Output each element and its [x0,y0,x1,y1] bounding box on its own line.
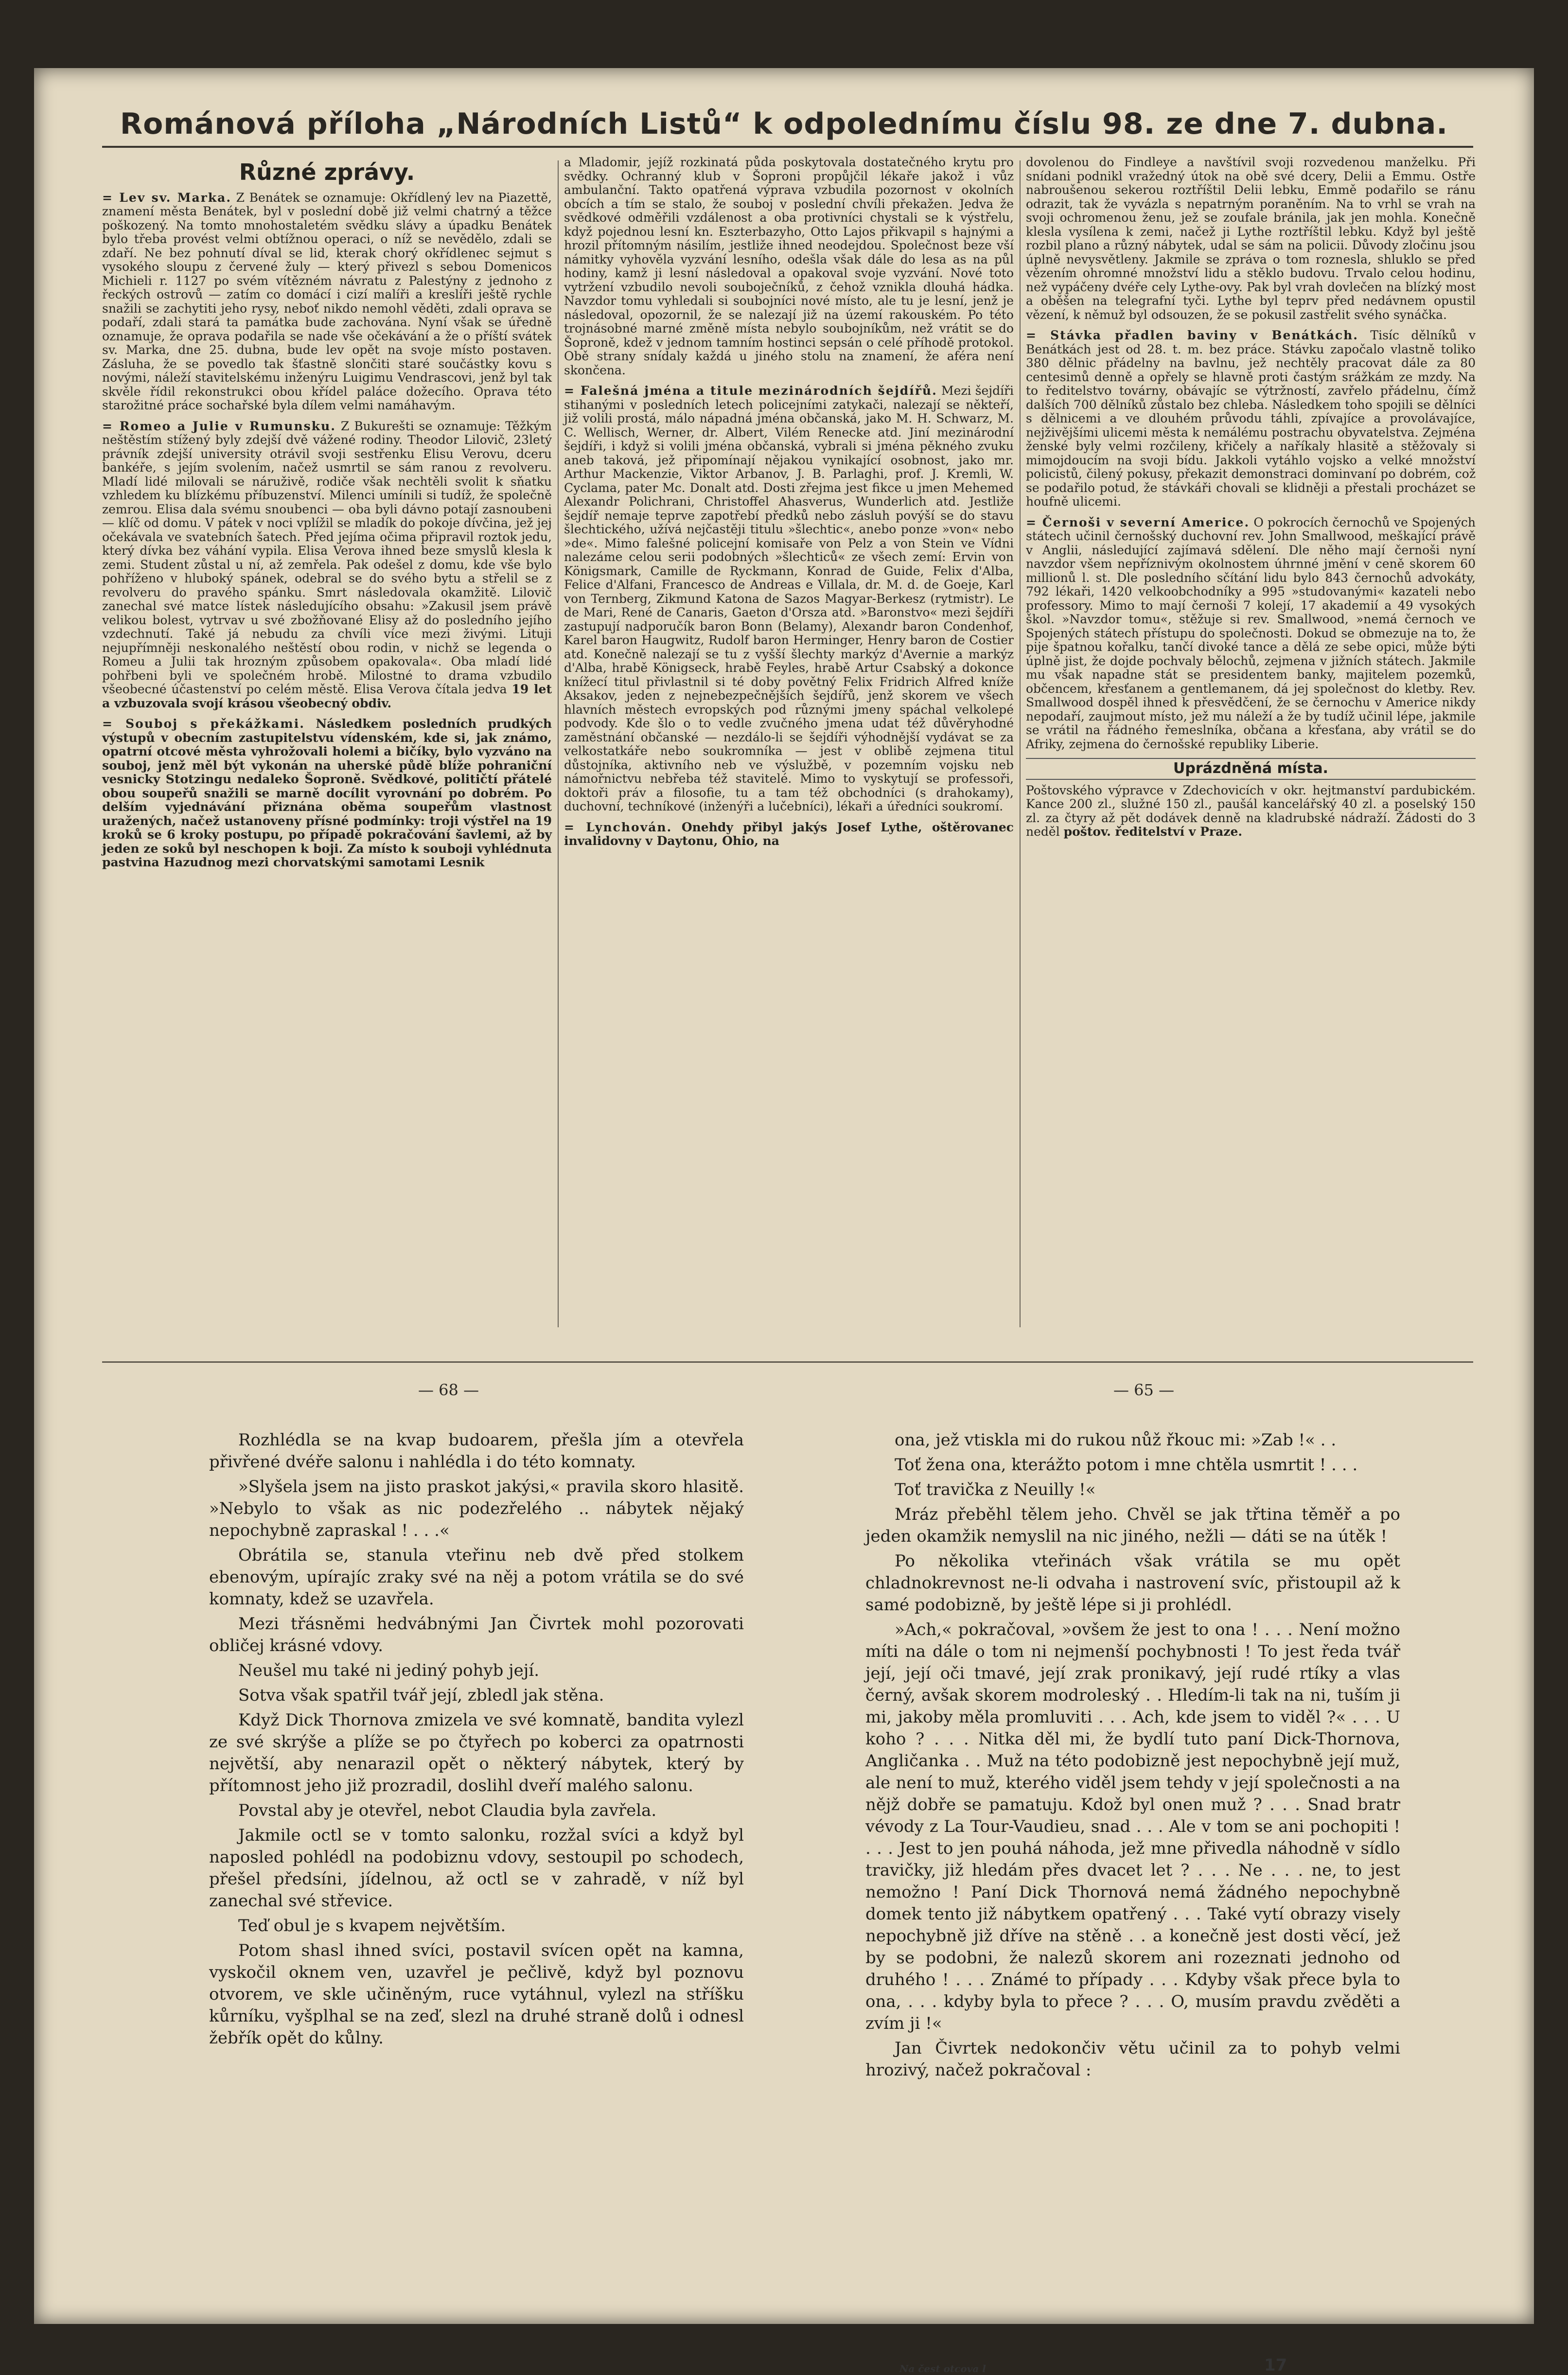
novel-paragraph: Sotva však spatřil tvář její, zbledl jak stěna. [238,1686,604,1705]
footer-note: Na čest otcova l [899,2363,986,2375]
novel-paragraph: Povstal aby je otevřel, nebot Claudia byla zavřela. [238,1801,657,1820]
novel-paragraph: Jakmile octl se v tomto salonku, rozžal svíci a když byl naposled pohlédl na podobiznu vdovy, sestoupil po schodech, přešel předsíni, jídelnou, až octl se v zahradě, v níž byl zanechal své střevice. [209,1826,744,1911]
news-item-lev [102,191,552,413]
news-text: a Mladomir, jejíž rozkinatá půda poskytovala dostatečného krytu pro svědky. Ochranný klub v Šoproni propůjčil lékaře jakož i vůz ambulanční. Takto opatřená výprava vzbudila pozornost v okolních obcích a tím se stalo, že souboj v poslední chvíli překažen. Jedva že svědkové odměřili vzdálenost a oba protivníci chystali se k výstřelu, když pojednou lesní kn. Eszterbazyho, Otto Lajos přikvapil s hajnými a hrozil přítomným násilím, jestliže ihned neodejdou. Společnost beze vší námitky vyhověla vyzvání lesního, odešla však dále do lesa as na půl hodiny, kamž ji lesní následoval a opakoval svoje vyzvání. Nové toto vytržení vzbudilo nevoli souboječníků, z čehož vznikla dlouhá hádka. Navzdor tomu vyhledali si soubojníci nové místo, ale tu je lesní, jenž je následoval, opozornil, že se nalezají již na území rakouském. Po této trojnásobné marné změně místa nebylo soubojníkům, než vrátit se do Šoproně, kdež v jednom tamním hostinci sepsán o celé příhodě protokol. Obě strany snídaly každá u jiného stolu na znamení, že aféra není skončena. [564,155,1014,377]
novel-paragraph: Teď obul je s kvapem největším. [238,1916,506,1935]
news-text: Mimo to vyskytují se professoři, doktoři práv a filosofie, tu a tam též obchodníci (s drahokamy), duchovní, techníkové (inženýři a lučebníci), lékaři a úředníci soukromí. [564,772,1014,813]
column-divider [558,160,559,1327]
column-divider [1020,160,1021,1327]
news-item-jmena [564,384,1014,814]
section-divider [102,1361,1473,1363]
news-text: Poštovského výpravce v Zdechovicích v okr. hejtmanství pardubickém. Kance 200 zl., služné 150 zl., paušál kancelářský 40 zl. a poselský 150 zl. za čtyry až pět dodávek denně na kladrubské nádraží. Žádosti do 3 neděl [1026,783,1476,839]
news-item-romeo [102,420,552,711]
signature-number: 17 [1264,2356,1287,2375]
novel-paragraph: Obrátila se, stanula vteřinu neb dvě před stolkem ebenovým, upírajíc zraky své na něj a potom vrátila se do své komnaty, kdež se uzavřela. [209,1546,744,1609]
news-title: = Souboj s překážkami. [102,717,305,731]
novel-paragraph: Po několika vteřinách však vrátila se mu opět chladnokrevnost ne-li odvaha i nastrovení svíc, přistoupil až k samé podobizně, by ještě lépe si ji prohlédl. [865,1551,1400,1615]
novel-paragraph: Toť travička z Neuilly !« [895,1480,1096,1499]
news-title: = Černoši v severní Americe. [1026,515,1250,529]
vacancies-item [1026,784,1476,839]
news-title: = Romeo a Julie v Rumunsku. [102,419,336,433]
novel-paragraph: Neušel mu také ni jediný pohyb její. [238,1661,540,1680]
novel-paragraph: Potom shasl ihned svíci, postavil svícen opět na kamna, vyskočil oknem ven, uzavřel je pečlivě, když byl poznovu otvorem, ve skle učiněným, ruce vytáhnul, vylezl na stříšku kůrníku, vyšplhal se na zeď, slezl na druhé straně dolů i odnesl žebřík opět do kůlny. [209,1941,744,2048]
section-title: Různé zprávy. [239,159,415,185]
novel-text-left [209,1429,744,2052]
novel-paragraph: ona, jež vtiskla mi do rukou nůž řkouc mi: »Zab !« . . [895,1430,1337,1450]
news-item-souboj-cont [564,156,1014,377]
news-title: = Falešná jména a titule mezinárodních šejdířů. [564,384,937,398]
novel-paragraph: Toť žena ona, kterážto potom i mne chtěla usmrtit ! . . . [895,1455,1358,1475]
news-item-stavka [1026,329,1476,509]
news-text: Z Bukurešti se oznamuje: Těžkým neštěstím stížený byly zdejší dvě vážené rodiny. Theodor Lilovič, 23letý právník zdejší university otrávil svoji sestřenku Elisu Verovu, dceru bankéře, s jejím svolením, načež usmrtil se sám ranou z revolveru. Mladí lidé milovali se náruživě, rodiče však nechtěli svolit k sňatku vzhledem ku blízkému příbuzenství. Milenci umínili si tudíž, že společně zemrou. Elisa dala svému snoubenci — oba byli dávno potají zasnoubeni — klíč od domu. V pátek v noci vplížil se mladík do pokoje dívčina, jež jej očekávala ve svatebních šatech. Před jejíma očima připravil roztok jedu, který dívka bez váhání vypila. Elisa Verova ihned beze smyslů klesla k zemi. Student zůstal u ní, až zemřela. Pak odešel z domu, kde vše bylo pohříženo v hluboký spánek, odebral se do svého bytu a střelil se z revolveru do pravého spánku. Smrt následovala okamžitě. Lilovič zanechal své matce lístek následujícího obsahu: »Zakusil jsem právě velikou bolest, vytrvav u své zbožňované Elisy až do posledního jejího vzdechnutí. Také já nebudu za chvíli více mezi živými. Lituji nejupřímněji neskonalého neštěstí obou rodin, v nichž se legenda o Romeu a Julii tak hrozným způsobem opakovala«. Oba mladí lidé pohřbeni byli ve společném hrobě. Milostné to drama vzbudilo všeobecné účastenství po celém městě. Elisa Verova čítala jedva [102,419,552,696]
news-text: Z Benátek se oznamuje: Okřídlený lev na Piazettě, znamení města Benátek, byl v poslední době již velmi chatrný a těžce poškozený. Na tomto mnohostaletém svědku slávy a úpadku Benátek bylo třeba provést velmi obtížnou operaci, o níž se nevědělo, zdali se zdaří. Ne bez pohnutí díval se lid, kterak chorý okřídlenec sejmut s vysokého sloupu z červené žuly — který přivezl s sebou Domenicos Michieli r. 1127 po svém vítězném návratu z Palestýny z jednoho z řeckých ostrovů — zatím co domácí i cizí malíři a kreslíři ještě rychle snažili se zachytiti jeho rysy, neboť nikdo nemohl věděti, zdali oprava se podaří, zdali stará ta památka bude zachována. Nyní však se úředně oznamuje, že oprava podařila se nade vše očekávání a že o příští svátek sv. Marka, dne 25. dubna, bude lev opět na svoje místo postaven. Zásluha, že se povedlo tak šťastně slončiti staré součástky kovu s novými, náleží stavitelskému inženýru Luigimu Vendrascovi, jenž byl tak skvěle řídil rekonstrukci obou křídel paláce dožecího. Oprava této starožitné práce sochařské byla dílem velmi namáhavým. [102,190,552,412]
news-item-souboj [102,717,552,870]
novel-paragraph: »Ach,« pokračoval, »ovšem že jest to ona ! . . . Není možno míti na dále o tom ni nejmenší pochybnosti ! To jest ředa tvář její, její oči tmavé, její zrak pronikavý, její rudé rtíky a vlas černý, avšak skorem modroleský . . Hledím-li tak na ni, tuším ji mi, jakoby měla promluviti . . . Ach, kde jsem to viděl ?« . . . U koho ? . . . Nitka děl mi, že bydlí tuto paní Dick-Thornova, Angličanka . . Muž na této podobizně jest nepochybně její muž, ale není to muž, kterého viděl jsem tehdy v její společnosti a na nějž dobře se pamatuju. Kdož byl onen muž ? . . . Snad bratr vévody z La Tour-Vaudieu, snad . . . Ale v tom se ani pochopiti ! . . . Jest to jen pouhá náhoda, jež mne přivedla náhodně v sídlo travičky, již hledám přes dvacet let ? . . . Ne . . . ne, to jest nemožno ! Paní Dick Thornová nemá žádného nepochybně domek tento již nábytkem opatřený . . . Také vytí obrazy visely nepochybně již dříve na stěně . . a konečně jest dosti věcí, jež by se podobni, že nalezů skorem ani rozeznati jednoho od druhého ! . . . Známé to případy . . . Kdyby však přece byla to ona, . . . kdyby byla to přece ? . . . O, musím pravdu zvěděti a zvím ji !« [865,1620,1400,2033]
novel-paragraph: Mezi třásněmi hedvábnými Jan Čivrtek mohl pozorovati obličej krásné vdovy. [209,1614,744,1655]
novel-paragraph: Když Dick Thornova zmizela ve své komnatě, bandita vylezl ze své skrýše a plíže se po čtyřech po koberci za opatrnosti největší, aby nenarazil opět o některý nábytek, který by přítomnost jeho již prozradil, doslihl dveří malého salonu. [209,1710,744,1795]
news-text: O pokrocích černochů ve Spojených státech učinil černošský duchovní rev. John Smallwood, meškající právě v Anglii, následující zajímavá sdělení. Dle něho mají černoši nyní navzdor všem nepříznivým okolnostem úhrnné jmění v ceně skorem 60 millionů l. st. Dle posledního sčítání lidu bylo 843 černochů advokáty, 792 lékaři, 1420 velkoobchodníky a 995 »studovanými« kazateli nebo professory. Mimo to mají černoši 7 kolejí, 17 akademií a 49 vysokých škol. »Navzdor tomu«, stěžuje si rev. Smallwood, »nemá černoch ve Spojených státech přístupu do společnosti. Dokud se obmezuje na to, že pije špatnou kořalku, tančí divoké tance a dělá ze sebe opici, může býti úplně jist, že dojde pochvaly bělochů, zejmena v jižních státech. Jakmile mu však napadne stát se presidentem banky, majitelem pozemků, občencem, křesťanem a gentlemanem, dá jej společnost do kletby. Rev. Smallwood dospěl ihned k přesvědčení, že se černochu v Americe nikdy nepodaří, zaujmout místo, jež mu náleží a že by tudíž učinil lépe, jakmile se vrátil na řádného řemeslníka, občana a křesťana, aby vrátil se do Afriky, zejmena do černošské republiky Liberie. [1026,515,1476,751]
news-text-bold: 19 let a vzbuzovala svojí krásou všeobecný obdiv. [102,682,552,710]
news-text-bold: poštov. ředitelství v Praze. [1063,825,1243,839]
header-rule [102,146,1473,148]
column-2 [564,156,1014,1342]
news-title: = Lev sv. Marka. [102,190,232,205]
news-item-cernosi [1026,516,1476,752]
novel-paragraph: »Slyšela jsem na jisto praskot jakýsi,« pravila skoro hlasitě. »Nebylo to však as nic podezřelého .. nábytek nějaký nepochybně zapraskal ! . . .« [209,1477,744,1540]
news-title: = Stávka přadlen baviny v Benátkách. [1026,328,1359,342]
news-text: Tisíc dělníků v Benátkách jest od 28. t. m. bez práce. Stávku započalo vlastně toliko 380 dělnic přádelny na bavlnu, jež nechtěly pracovat dále za 80 centesimů denně a opřely se hlavně proti častým srážkám ze mzdy. Na to ředitelstvo továrny, obávajíc se výtržností, zavřelo přádelnu, čímž dalších 700 dělníků zůstalo bez chleba. Následkem toho spojili se dělníci s dělnicemi a ve dlouhém průvodu táhli, zpívajíce a provolávajíce, nejživějšími ulicemi města k nemálému postrachu obyvatelstva. Zejména ženské byly velmi rozčileny, křičely a naříkaly hlasitě a stěžovaly si mimojdoucím na svoji bídu. Jakkoli vytáhlo vojsko a velké množství policistů, čilený pokusy, překazit demonstraci dominvaní po dobrém, což se podařilo potud, že stávkáři chovali se klidněji a přestali procházet se houfně ulicemi. [1026,328,1476,509]
newspaper-page [34,68,1534,2375]
news-text: dovolenou do Findleye a navštívil svoji rozvedenou manželku. Při snídani podnikl vražedný útok na obě své dcery, Delii a Emmu. Ostře nabroušenou sekerou roztříštil Delii lebku, Emmě podařilo se ránu odrazit, tak že vyvázla s nepatrným poraněním. Na to vrhl se vrah na svoji ochromenou ženu, jež se zoufale bránila, jak jen mohla. Konečně klesla vysílena k zemi, načež ji Lythe roztříštil lebku. Když byl ještě rozbil plano a různý nábytek, udal se sám na policii. Důvody zločinu jsou úplně nevysvětleny. Jakmile se zpráva o tom roznesla, shluklo se před vězením ohromné množství lidu a stěklo budovu. Trvalo celou hodinu, než vypáčeny dvéře cely Lythe-ovy. Pak byl vrah dovlečen na blízký most a oběšen na telegrafní tyči. Lythe byl teprv před nedávnem opustil vězení, k němuž byl odsouzen, že se pokusil zastřelit svého synáčka. [1026,155,1476,322]
news-text: Následkem posledních prudkých výstupů v obecním zastupitelstvu vídenském, kde si, jak známo, opatrní otcové města vyhrožovali holemi a bičíky, bylo vyzváno na souboj, jenž měl být vykonán na uherské půdě blíže pohraniční vesnicky Stotzingu nedaleko Šoproně. Svědkové, političtí přátelé obou soupeřů snažili se marně docílit vyrovnání po dobrém. Po delším vyjednávání přiznána oběma soupeřům vlastnost uražených, načež ustanoveny přísné podmínky: troji výstřel na 19 kroků se 6 kroky postupu, po případě pokračování šavlemi, až by jeden ze soků byl neschopen k boji. Za místo k souboji vyhlédnuta pastvina Hazudnog mezi chorvatskými samotami Lesnik [102,717,552,869]
news-title: = Lynchován. [564,820,672,834]
page-header: Románová příloha „Národních Listů“ k odpolednímu číslu 98. ze dne 7. dubna. [120,107,1448,141]
vacancies-title: Uprázdněná místa. [1026,758,1476,780]
news-item-lynch-cont [1026,156,1476,322]
news-text: Onehdy přibyl jakýs Josef Lythe, oštěrovanec invalidovny v Daytonu, Ohio, na [564,820,1014,848]
page-number-left: — 68 — [418,1381,479,1399]
novel-paragraph: Mráz přeběhl tělem jeho. Chvěl se jak třtina těměř a po jeden okamžik nemyslil na nic jiného, nežli — dáti se na útěk ! [865,1505,1400,1546]
novel-paragraph: Rozhlédla se na kvap budoarem, přešla jím a otevřela přivřené dvéře salonu i nahlédla i do této komnaty. [209,1430,744,1472]
news-item-lynch [564,821,1014,848]
news-text: Mezi šejdíři stihanými v posledních letech policejními zatykači, nalezají se někteří, již volili prostá, málo nápadná jména občanská, jako M. H. Schwarz, M. C. Wellisch, Werner, dr. Albert, Vilém Renecke atd. Jiní mezinárodní šejdíři, i když si volili jména občanská, vybrali si jména pěkného zvuku aneb taková, jež připomínají nějakou vynikající osobnost, jako mr. Arthur Mackenzie, Viktor Arbanov, J. B. Parlaghi, prof. J. Kremli, W. Cyclama, pater Mc. Donalt atd. Dosti zřejma jest fikce u jmen Mehemed Alexandr Polichrani, Christoffel Ahasverus, Wunderlich atd. Jestliže šejdíř nemaje teprve zapotřebí předků nebo zásluh povýší se do stavu šlechtického, užívá nejčastěji titulu »šlechtic«, anebo ponze »von« nebo »de«. Mimo falešné policejní komisaře von Pelz a von Stein ve Vídni nalezáme celou serii podobných »šlechticů« ze všech zemí: Ervin von Königsmark, Camille de Ryckmann, Konrad de Guide, Felix d'Alba, Felice d'Alfani, Francesco de Andreas e Villala, dr. M. d. de Goeje, Karl von Ternberg, Zikmund Katona de Sazos Magyar-Berkesz (rytmistr). Le de Mari, René de Canaris, Gaeton d'Orsza atd. »Baronstvo« mezi šejdíři zastupují nadporučík baron Bonn (Belamy), Alexandr baron Condenhof, Karel baron Haugwitz, Rudolf baron Herminger, Henry baron de Costier atd. Konečně nalezají se tu z vyšší šlechty markýz d'Avernie a markýz d'Alba, hrabě Königseck, hrabě Feyles, hrabě Artur Csabský a dokonce knížecí titul přivlastnil si té doby povětný Felix Fridrich Alfred kníže Aksakov, jeden z nejnebezpečnějších šejdířů, jenž skorem ve všech hlavních městech evropských pod různými jmeny spáchal velkolepé podvody. Kde šlo o to vedle zvučného jmena udat též důvěryhodné zaměstnání občanské — nezdálo-li se šejdíři výhodnější vydávat se za velkostatkáře nebo soukromníka — jest v oblibě zejmena titul důstojníka, aktivního neb ve výslužbě, v pozemním vojsku neb námořnictvu nebřeba též stavitelé. [564,384,1014,786]
novel-paragraph: Jan Čivrtek nedokončiv větu učinil za to pohyb velmi hrozivý, načež pokračoval : [865,2039,1400,2080]
column-1 [102,156,552,1342]
column-3 [1026,156,1476,1342]
page-number-right: — 65 — [1113,1381,1175,1399]
novel-text-right [865,1429,1400,2084]
